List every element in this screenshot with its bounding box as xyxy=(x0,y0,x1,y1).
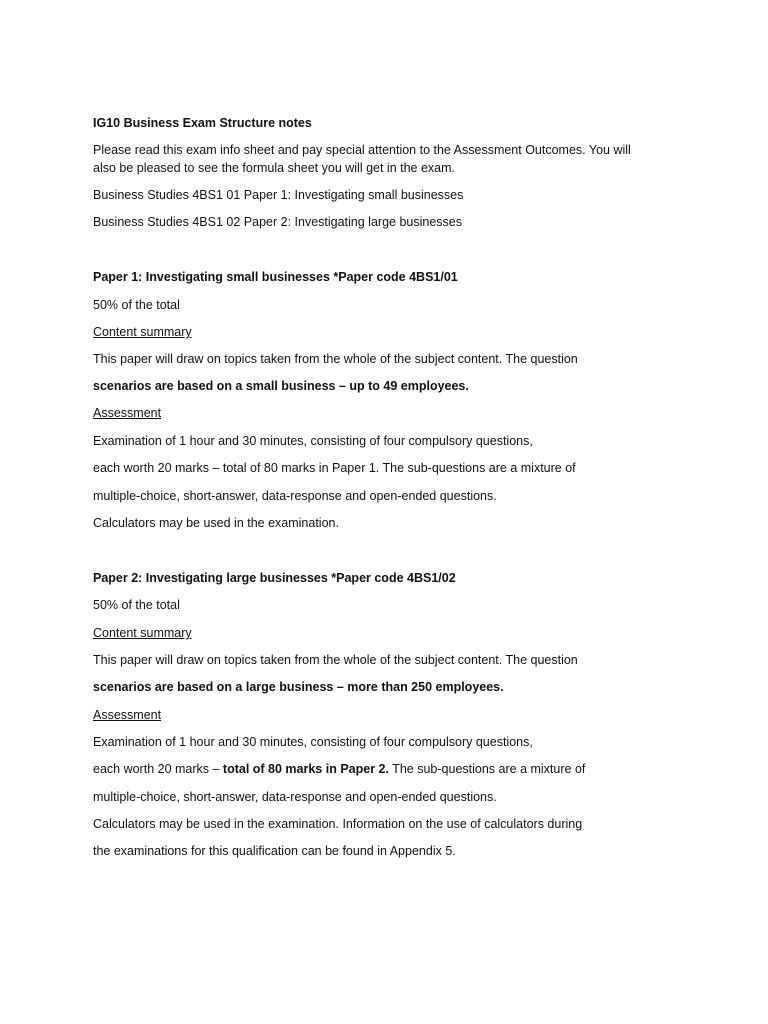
paper1-content-line-2: scenarios are based on a small business – up to 49 employees. xyxy=(93,379,469,393)
paper2-content-summary-heading: Content summary xyxy=(93,626,192,640)
paper2-assessment-line-1: Examination of 1 hour and 30 minutes, consisting of four compulsory questions, xyxy=(93,735,533,749)
paper1-assessment-line-2: each worth 20 marks – total of 80 marks in Paper 1. The sub-questions are a mixture of xyxy=(93,461,576,475)
document-title: IG10 Business Exam Structure notes xyxy=(93,116,312,130)
paper1-assessment-line-4: Calculators may be used in the examination. xyxy=(93,516,339,530)
paper1-content-line-1: This paper will draw on topics taken from the whole of the subject content. The question xyxy=(93,352,578,366)
paper2-assessment-heading: Assessment xyxy=(93,708,162,722)
intro-line-2: also be pleased to see the formula sheet you will get in the exam. xyxy=(93,161,456,175)
paper1-assessment-line-1: Examination of 1 hour and 30 minutes, consisting of four compulsory questions, xyxy=(93,434,533,448)
intro-line-1: Please read this exam info sheet and pay special attention to the Assessment Outcomes. You will xyxy=(93,143,631,157)
paper1-weight: 50% of the total xyxy=(93,298,180,312)
paper2-content-line-1: This paper will draw on topics taken from the whole of the subject content. The question xyxy=(93,653,578,667)
paper2-content-line-2: scenarios are based on a large business – more than 250 employees. xyxy=(93,680,504,694)
paper1-assessment-heading: Assessment xyxy=(93,406,162,420)
paper2-assessment-line-2-bold: total of 80 marks in Paper 2. xyxy=(222,762,389,776)
paper2-assessment-line-2-start: each worth 20 marks – xyxy=(93,762,223,776)
paper1-content-summary-heading: Content summary xyxy=(93,325,192,339)
paper2-assessment-line-4: Calculators may be used in the examination. Information on the use of calculators during xyxy=(93,817,583,831)
paper2-heading: Paper 2: Investigating large businesses *Paper code 4BS1/02 xyxy=(93,571,456,585)
paper2-assessment-line-2-end: The sub-questions are a mixture of xyxy=(388,762,586,776)
paper2-weight: 50% of the total xyxy=(93,598,180,612)
paper1-listing: Business Studies 4BS1 01 Paper 1: Investigating small businesses xyxy=(93,188,464,202)
paper1-heading: Paper 1: Investigating small businesses *Paper code 4BS1/01 xyxy=(93,270,458,284)
paper2-assessment-line-2 xyxy=(93,761,693,777)
paper1-assessment-line-3: multiple-choice, short-answer, data-response and open-ended questions. xyxy=(93,489,497,503)
paper2-assessment-line-3: multiple-choice, short-answer, data-response and open-ended questions. xyxy=(93,790,497,804)
paper2-listing: Business Studies 4BS1 02 Paper 2: Investigating large businesses xyxy=(93,215,462,229)
paper2-assessment-line-5: the examinations for this qualification can be found in Appendix 5. xyxy=(93,844,456,858)
